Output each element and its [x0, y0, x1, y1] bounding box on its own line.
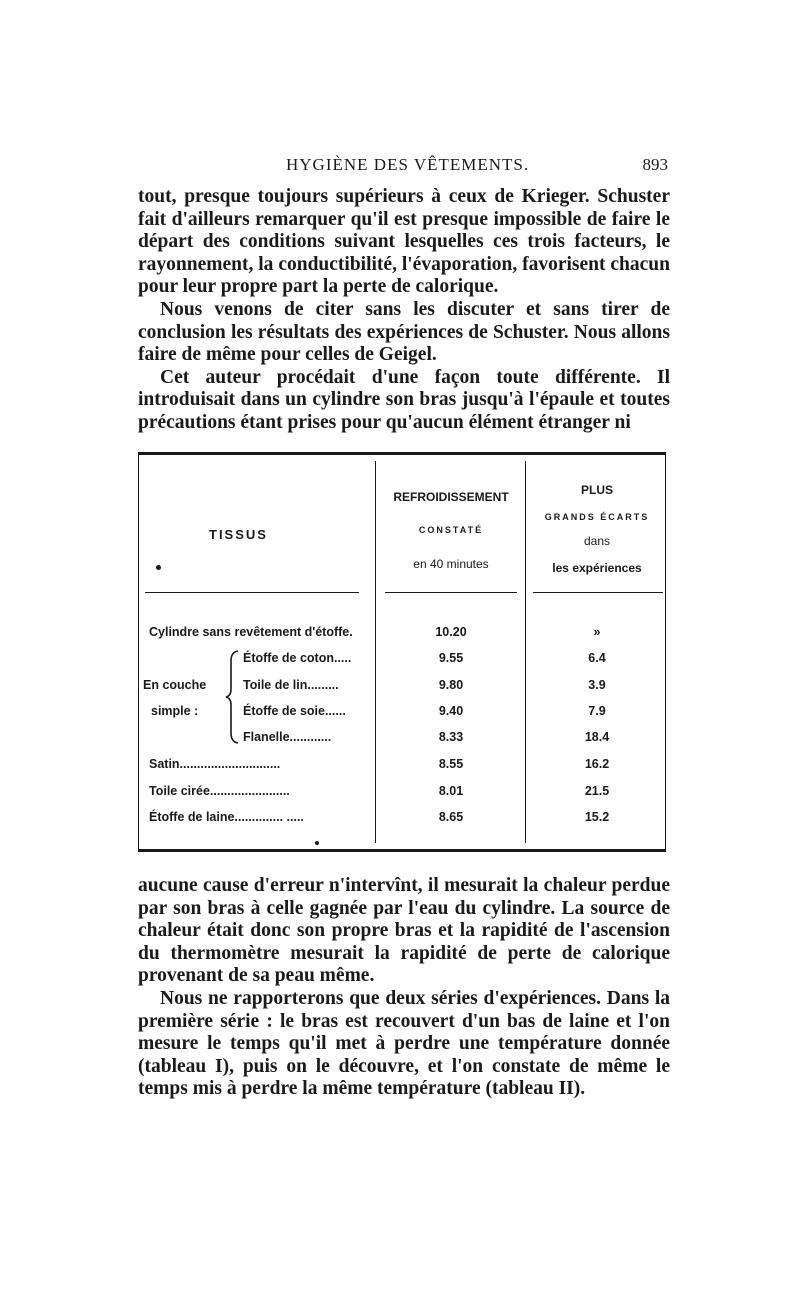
running-header	[138, 155, 670, 179]
row-label: Flanelle............	[243, 730, 332, 744]
paragraph: tout, presque toujours supérieurs à ceux de Krieger. Schuster fait d'ailleurs remarquer qu'il est presque impossible de faire le départ des conditions suivant lesquelles ces trois facteurs, le rayonnement, la conductibilité, l'évaporation, favorisent chacun pour leur propre part la perte de calorique.	[138, 186, 670, 298]
cell-refroidissement: 8.33	[438, 730, 464, 744]
group-label: En couche	[143, 678, 207, 692]
header-rule	[145, 592, 359, 593]
running-title: HYGIÈNE DES VÊTEMENTS.	[286, 155, 530, 174]
data-table	[138, 452, 666, 852]
header-rule	[533, 592, 663, 593]
row-label: Étoffe de laine.............. .....	[149, 810, 304, 824]
cell-ecarts: 21.5	[584, 784, 610, 798]
header-experiences: les expériences	[552, 561, 642, 575]
cell-ecarts: 18.4	[584, 730, 610, 744]
header-rule	[385, 592, 517, 593]
cell-ecarts: »	[593, 625, 601, 639]
cell-refroidissement: 8.55	[438, 757, 464, 771]
cell-ecarts: 7.9	[588, 704, 606, 718]
header-grands-ecarts: GRANDS ÉCARTS	[544, 512, 650, 522]
cell-refroidissement: 8.01	[438, 784, 464, 798]
column-divider	[525, 461, 526, 843]
paragraph: Cet auteur procédait d'une façon toute différente. Il introduisait dans un cylindre son bras jusqu'à l'épaule et toutes précautions étant prises pour qu'aucun élément étranger ni	[138, 366, 670, 433]
cell-ecarts: 6.4	[588, 651, 606, 665]
header-plus: PLUS	[580, 483, 613, 497]
column-divider	[375, 461, 376, 843]
header-tissus: TISSUS	[209, 527, 268, 542]
row-label: Étoffe de soie......	[243, 704, 346, 718]
header-constate: CONSTATÉ	[418, 525, 484, 535]
paragraph: Nous venons de citer sans les discuter et sans tirer de conclusion les résultats des expériences de Schuster. Nous allons faire de même pour celles de Geigel.	[138, 298, 670, 366]
paragraph: aucune cause d'erreur n'intervînt, il mesurait la chaleur perdue par son bras à celle gagnée par l'eau du cylindre. La source de chaleur était donc son propre bras et la rapidité de l'ascension du thermomètre mesurait la rapidité de perte de calorique provenant de sa peau même.	[138, 875, 670, 987]
header-dans: dans	[583, 534, 611, 548]
body-text-top	[138, 186, 670, 435]
cell-refroidissement: 10.20	[435, 625, 467, 639]
row-label: Toile cirée.......................	[149, 784, 290, 798]
cell-refroidissement: 8.65	[438, 810, 464, 824]
cell-ecarts: 3.9	[588, 678, 606, 692]
row-label: Toile de lin.........	[243, 678, 339, 692]
row-label: Cylindre sans revêtement d'étoffe.	[149, 625, 353, 639]
stray-mark	[315, 841, 319, 845]
row-label: Étoffe de coton.....	[243, 651, 352, 665]
row-label: Satin.............................	[149, 757, 281, 771]
cell-refroidissement: 9.55	[438, 651, 464, 665]
page-number: 893	[642, 155, 668, 174]
cell-refroidissement: 9.80	[438, 678, 464, 692]
body-text-bottom	[138, 875, 670, 1101]
cell-ecarts: 15.2	[584, 810, 610, 824]
group-label: simple :	[151, 704, 199, 718]
header-refroidissement: REFROIDISSEMENT	[393, 490, 509, 504]
bullet-mark	[156, 565, 161, 570]
cell-refroidissement: 9.40	[438, 704, 464, 718]
brace-icon	[225, 649, 241, 745]
header-duration: en 40 minutes	[413, 557, 489, 571]
paragraph: Nous ne rapporterons que deux séries d'expériences. Dans la première série : le bras est recouvert d'un bas de laine et l'on mesure le temps qu'il met à perdre une température donnée (tableau I), puis on le découvre, et l'on constate de même le temps mis à perdre la même température (tableau II).	[138, 987, 670, 1100]
cell-ecarts: 16.2	[584, 757, 610, 771]
